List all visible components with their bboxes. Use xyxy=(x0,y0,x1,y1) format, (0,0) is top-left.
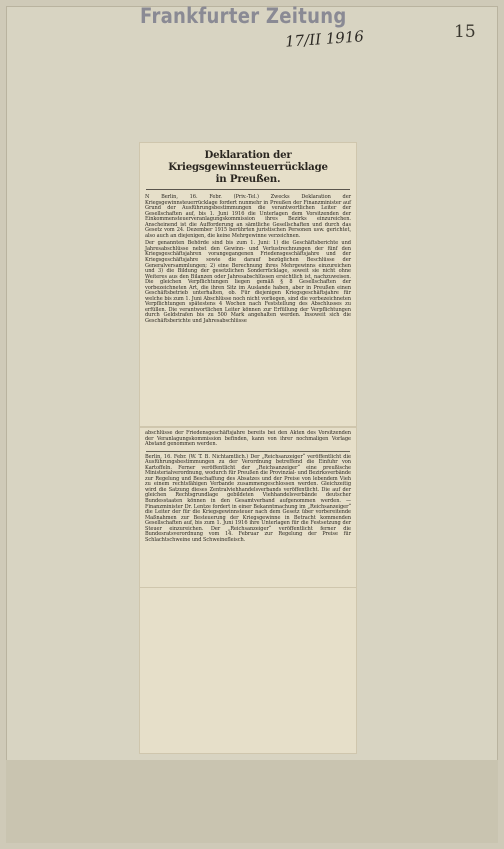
sheet-lower-band xyxy=(6,760,498,843)
headline-line-1: Deklaration der Kriegsgewinnsteuerrücklage xyxy=(168,149,328,173)
article-paragraph-4: Berlin, 16. Febr. (W. T. B. Nichtamtlich.) Der „Reichsanzeiger“ veröffentlicht die Ausführungsbestimmungen zu der Verordnung betreffend die Einfuhr von Kartoffeln. Ferner veröffentlicht der „Reichsanzeiger“ eine preußische Ministerialverordnung, wodurch für Preußen die Provinzial- und Bezirksverbände zur Regelung und Beschaffung des Absatzes und der Preise von lebendem Vieh zu einem rechtsfähigen Verbande zusammengeschlossen werden. Gleichzeitig wird die Satzung dieses Zentralviehhandelsverbands veröffentlicht. Die auf der gleichen Rechtsgrundlage gebildeten Viehhandelsverbände deutscher Bundesstaaten können in den Gesamtverband aufgenommen werden. — Finanzminister Dr. Lentze fordert in einer Bekanntmachung im „Reichsanzeiger“ die Leiter der für die Kriegsgewinnsteuer nach dem Gesetz über vorbereitende Maßnahmen zur Besteuerung der Kriegsgewinne in Betracht kommenden Gesellschaften auf, bis zum 1. Juni 1916 ihre Unterlagen für die Festsetzung der Steuer einzureichen. Der „Reichsanzeiger“ veröffentlicht ferner die Bundesratsverordnung vom 14. Februar zur Regelung der Preise für Schlachtschweine und Schweinefleisch. xyxy=(145,453,351,543)
clipping-2 xyxy=(140,428,356,588)
article-paragraph-2: Der genannten Behörde sind bis zum 1. Juni: 1) die Geschäftsberichte und Jahresabschlüsse nebst den Gewinn- und Verlustrechnungen der fünf den Kriegsgeschäftsjahren vorangegangenen Friedensgeschäftsjahre und der Kriegsgeschäftsjahre sowie die darauf bezüglichen Beschlüsse der Generalversammlungen; 2) eine Berechnung ihres Mehrgewinns einzureichen und 3) die Bildung der gesetzlichen Sonderrücklage, soweit sie nicht ohne Weiteres aus den Bilanzen oder Jahresabschlüssen ersichtlich ist, nachzuweisen. Die gleichen Verpflichtungen liegen gemäß § 8 Gesellschaften der vorbezeichneten Art, die ihren Sitz im Auslande haben, aber in Preußen einen Geschäftsbetrieb unterhalten, ob. Für diejenigen Kriegsgeschäftsjahre für welche bis zum 1. Juni Abschlüsse noch nicht vorliegen, sind die vorbezeichneten Verpflichtungen spätestens 4 Wochen nach Feststellung des Abschlusses zu erfüllen. Die verantwortlichen Leiter können zur Erfüllung der Verpflichtungen durch Geldstrafen bis zu 500 Mark angehalten werden. Insoweit sich die Geschäftsberichte und Jahresabschlüsse xyxy=(145,240,351,325)
headline-divider xyxy=(146,189,350,190)
newspaper-stamp: Frankfurter Zeitung xyxy=(140,4,347,28)
article-headline xyxy=(140,143,356,189)
handwritten-date: 17/II 1916 xyxy=(284,27,365,51)
article-paragraph-1: N Berlin, 16. Febr. (Priv.-Tel.) Zwecks Deklaration der Kriegsgewinnsteuerrücklage fordert nunmehr in Preußen der Finanzminister auf Grund der Ausführungsbestimmungen die verantwortlichen Leiter der Gesellschaften auf, bis 1. Juni 1916 die Unterlagen dem Vorsitzenden der Einkommensteuerveranlagungskommission ihres Bezirks einzureichen. Anscheinend ist die Aufforderung an sämtliche Gesellschaften und durch das Gesetz vom 24. Dezember 1915 berührten juristischen Personen usw. gerichtet, also auch an diejenigen, die keine Mehrgewinne verzeichnen. xyxy=(145,194,351,239)
headline-line-2: in Preußen. xyxy=(215,173,281,185)
clipping-divider xyxy=(146,451,350,452)
article-paragraph-3: abschlüsse der Friedensgeschäftsjahre bereits bei den Akten des Vorsitzenden der Veranlagungskommission befinden, kann von ihrer nochmaligen Vorlage Abstand genommen werden. xyxy=(145,430,351,448)
page-number: 15 xyxy=(454,22,476,42)
clipping-1 xyxy=(140,143,356,426)
clipping-3-blank xyxy=(140,588,356,753)
